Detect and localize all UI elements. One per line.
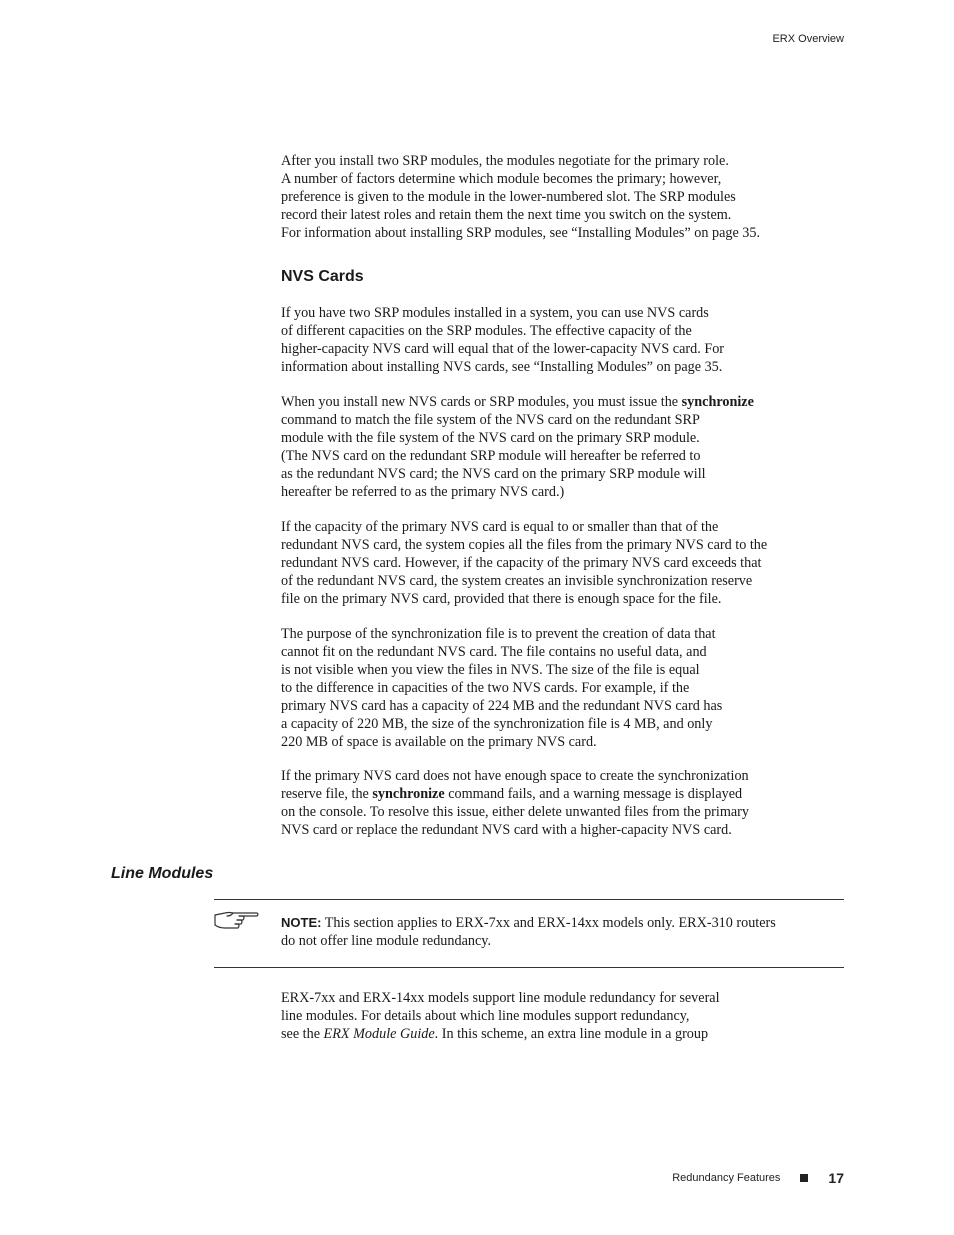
note-bottom-rule [214,967,844,968]
note-paragraph [281,914,851,950]
nvs-p5-text-b: command fails, and a warning message is displayed on the console. To resolve this issue, either delete unwanted files from the primary NVS card or replace the redundant NVS card with a higher-capacity NVS card. [281,786,749,838]
pointing-hand-icon [213,908,261,934]
nvs-p5-text-a: If the primary NVS card does not have enough space to create the synchronization reserve file, the [281,768,749,802]
nvs-paragraph-5 [281,767,851,839]
nvs-paragraph-2 [281,393,851,501]
nvs-paragraph-4: The purpose of the synchronization file is to prevent the creation of data that cannot fit on the redundant NVS card. The file contains no useful data, and is not visible when you view the files in NVS. The size of the file is equal to the difference in capacities of the two NVS cards. For example, if the primary NVS card has a capacity of 224 MB and the redundant NVS card has a capacity of 220 MB, the size of the synchronization file is 4 MB, and only 220 MB of space is available on the primary NVS card. [281,626,723,750]
note-label: NOTE: [281,915,322,930]
nvs-paragraph-3: If the capacity of the primary NVS card is equal to or smaller than that of the redundant NVS card, the system copies all the files from the primary NVS card to the redundant NVS card. However, if the capacity of the primary NVS card exceeds that of the redundant NVS card, the system creates an invisible synchronization reserve file on the primary NVS card, provided that there is enough space for the file. [281,519,768,607]
synchronize-command: synchronize [681,394,754,410]
nvs-paragraph-1: If you have two SRP modules installed in a system, you can use NVS cards of different capacities on the SRP modules. The effective capacity of the higher-capacity NVS card will equal that of the lower-capacity NVS card. For information about installing NVS cards, see “Installing Modules” on page 35. [281,305,725,375]
page-number: 17 [828,1170,844,1186]
note-top-rule [214,899,844,900]
synchronize-command: synchronize [372,786,445,802]
line-modules-p1-text-b: . In this scheme, an extra line module in a group [434,1026,709,1042]
intro-paragraph: After you install two SRP modules, the modules negotiate for the primary role. A number of factors determine which module becomes the primary; however, preference is given to the module in the lower-numbered slot. The SRP modules record their latest roles and retain them the next time you switch on the system. For information about installing SRP modules, see “Installing Modules” on page 35. [281,153,761,241]
line-modules-paragraph-1 [281,989,851,1043]
footer-section-title: Redundancy Features [672,1172,781,1184]
running-header: ERX Overview [772,33,844,45]
page-footer [672,1170,844,1186]
nvs-p2-text-a: When you install new NVS cards or SRP modules, you must issue the [281,394,682,410]
line-modules-heading: Line Modules [111,865,214,882]
footer-square-bullet-icon [800,1174,808,1182]
nvs-p2-text-b: command to match the file system of the NVS card on the redundant SRP module with the file system of the NVS card on the primary SRP module. (The NVS card on the redundant SRP module will hereafter be referred to as the redundant NVS card; the NVS card on the primary SRP module will hereafter be referred to as the primary NVS card.) [281,412,706,500]
nvs-cards-heading: NVS Cards [281,268,364,285]
line-modules-p1-text-a: ERX-7xx and ERX-14xx models support line module redundancy for several line modules. For details about which line modules support redundancy, see the [281,990,720,1042]
note-text: This section applies to ERX-7xx and ERX-14xx models only. ERX-310 routers do not offer line module redundancy. [281,915,776,949]
erx-module-guide-title: ERX Module Guide [323,1026,435,1042]
